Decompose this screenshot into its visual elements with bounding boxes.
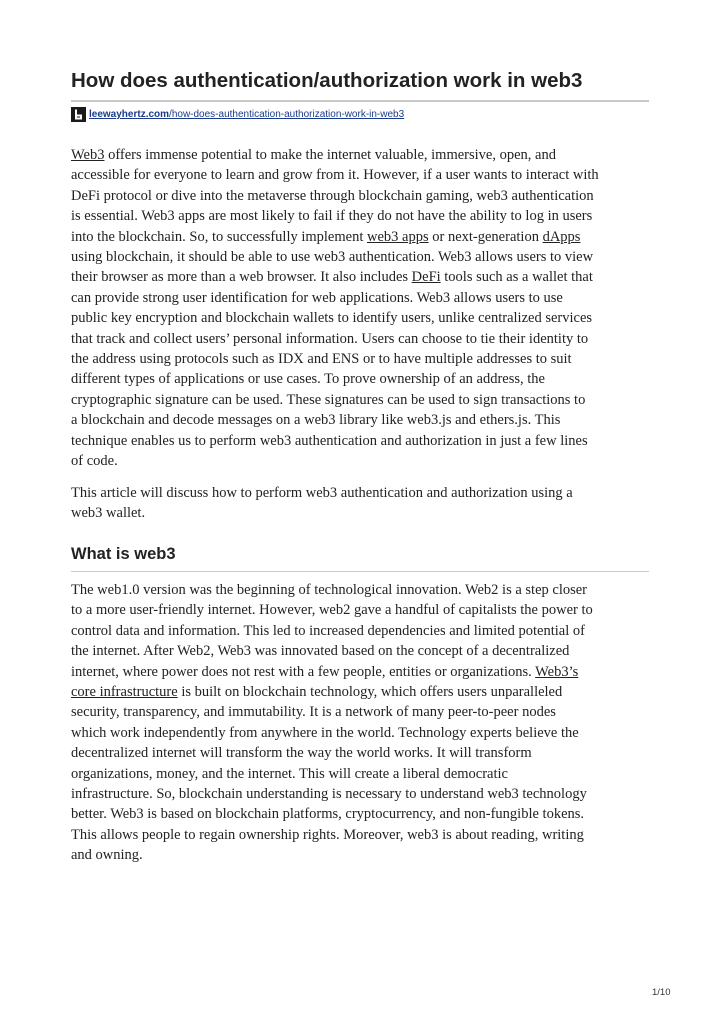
dapps-link[interactable]: dApps [542, 228, 581, 245]
text-line: can provide strong user identification for web applications. Web3 allows users to use [71, 289, 563, 306]
text-line: accessible for everyone to learn and grow from it. However, if a user wants to interact with [71, 167, 599, 184]
text-line: security, transparency, and immutability. It is a network of many peer-to-peer nodes [71, 704, 556, 721]
intro-paragraph [71, 145, 649, 472]
text-line: different types of applications or use cases. To prove ownership of an address, the [71, 371, 545, 388]
text-line: better. Web3 is based on blockchain platforms, cryptocurrency, and non-fungible tokens. [71, 806, 585, 823]
title-divider [71, 100, 649, 102]
text-line: Web3 offers immense potential to make the internet valuable, immersive, open, and [71, 147, 556, 163]
article-title: How does authentication/authorization work in web3 [71, 69, 583, 92]
source-domain: leewayhertz.com [89, 109, 170, 120]
text-line: The web1.0 version was the beginning of technological innovation. Web2 is a step closer [71, 582, 588, 598]
text-line: which work independently from anywhere in the world. Technology experts believe the [71, 724, 579, 741]
source-line [71, 107, 649, 123]
text-line: control data and information. This led to increased dependencies and limited potential of [71, 622, 585, 639]
text-line: This allows people to regain ownership rights. Moreover, web3 is about reading, writing [71, 826, 584, 843]
section-paragraph [71, 580, 649, 866]
section-divider [71, 571, 649, 572]
web3-apps-link[interactable]: web3 apps [367, 228, 429, 245]
summary-paragraph [71, 483, 649, 524]
text-line: technique enables us to perform web3 authentication and authorization in just a few lines [71, 432, 588, 449]
text-line: cryptographic signature can be used. These signatures can be used to sign transactions to [71, 391, 586, 408]
page-number: 1/10 [652, 987, 671, 998]
text-line: a blockchain and decode messages on a web3 library like web3.js and ethers.js. This [71, 412, 561, 429]
text-line: using blockchain, it should be able to use web3 authentication. Web3 allows users to view [71, 249, 594, 266]
section-heading: What is web3 [71, 545, 176, 563]
text-line: the internet. After Web2, Web3 was innovated based on the concept of a decentralized [71, 643, 570, 660]
text-line: that track and collect users’ personal information. Users can choose to tie their identity to [71, 330, 589, 347]
text-line: is essential. Web3 apps are most likely to fail if they do not have the ability to log in users [71, 208, 593, 225]
leewayhertz-logo-icon [71, 107, 86, 122]
source-link[interactable] [89, 109, 404, 120]
text-line: internet, where power does not rest with a few people, entities or organizations. Web3’s [71, 663, 579, 680]
text-line: decentralized internet will transform the way the world works. It will transform [71, 745, 532, 762]
text-line: of code. [71, 453, 118, 470]
text-line: the address using protocols such as IDX and ENS or to have multiple addresses to suit [71, 351, 572, 368]
text-line: web3 wallet. [71, 505, 146, 522]
text-line: to a more user-friendly internet. However, web2 gave a handful of capitalists the power to [71, 602, 593, 619]
defi-link[interactable]: DeFi [411, 269, 441, 286]
text-line: core infrastructure is built on blockchain technology, which offers users unparalleled [71, 684, 563, 701]
text-line: their browser as more than a web browser. It also includes DeFi tools such as a wallet that [71, 269, 593, 286]
text-line: into the blockchain. So, to successfully implement web3 apps or next-generation dApps [71, 228, 581, 245]
text-line: public key encryption and blockchain wallets to identify users, unlike centralized services [71, 310, 593, 327]
text-line: and owning. [71, 847, 143, 864]
text-line: organizations, money, and the internet. This will create a liberal democratic [71, 765, 508, 782]
web3-core-infrastructure-link[interactable]: Web3’s [535, 663, 579, 680]
web3-core-infrastructure-link[interactable]: core infrastructure [71, 684, 178, 701]
source-path: /how-does-authentication-authorization-work-in-web3 [169, 109, 405, 120]
web3-link[interactable]: Web3 [71, 147, 105, 163]
text-line: DeFi protocol or dive into the metaverse through blockchain gaming, web3 authentication [71, 187, 594, 204]
text-line: This article will discuss how to perform web3 authentication and authorization using a [71, 485, 573, 501]
text-line: infrastructure. So, blockchain understanding is necessary to understand web3 technology [71, 786, 587, 803]
